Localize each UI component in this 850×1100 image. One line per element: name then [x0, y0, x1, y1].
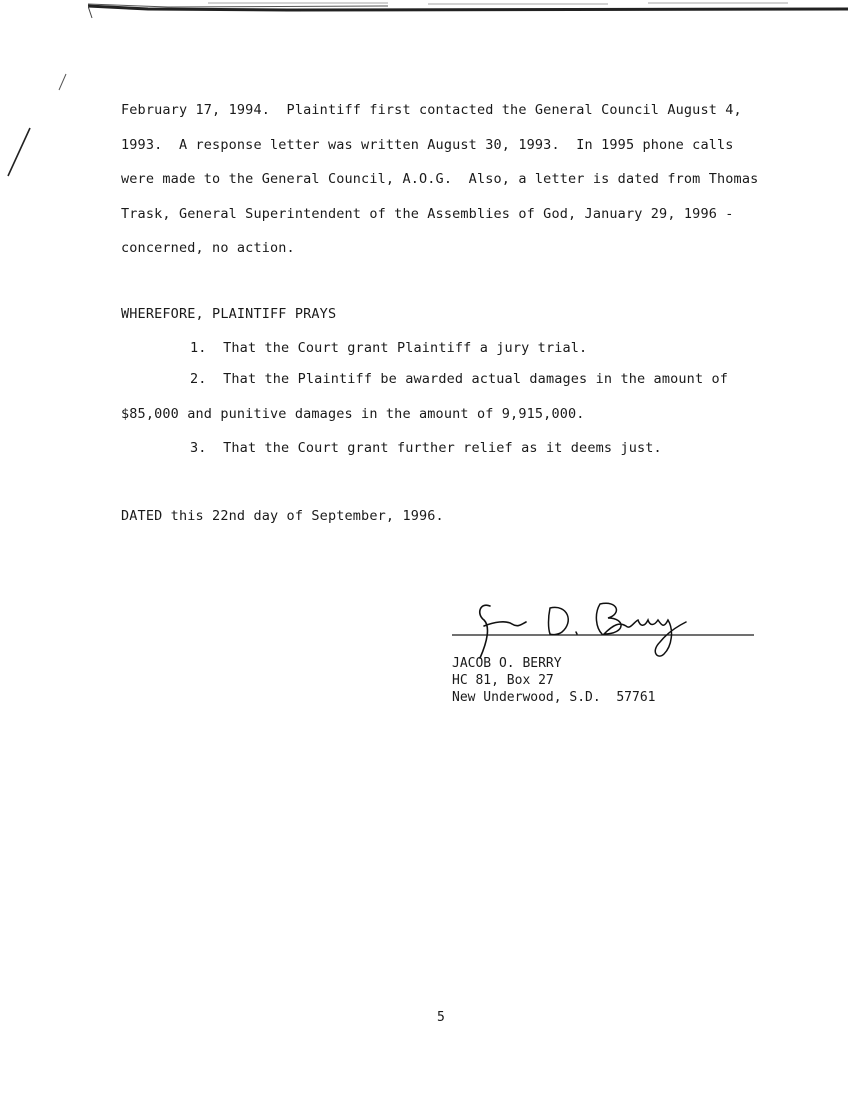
paragraph-line-2: 1993. A response letter was written August 30, 1993. In 1995 phone calls: [121, 137, 734, 153]
prayer-item-1: 1. That the Court grant Plaintiff a jury trial.: [190, 340, 588, 356]
paragraph-line-3: were made to the General Council, A.O.G. Also, a letter is dated from Thomas: [121, 171, 759, 187]
signer-address-line2: New Underwood, S.D. 57761: [452, 690, 656, 705]
dated-line: DATED this 22nd day of September, 1996.: [121, 508, 444, 524]
scan-edge-artifact: [88, 0, 848, 20]
margin-mark-large: [4, 124, 34, 180]
paragraph-line-5: concerned, no action.: [121, 240, 295, 256]
handwritten-signature: [450, 596, 760, 660]
margin-mark-small: [56, 72, 68, 92]
prayer-item-3: 3. That the Court grant further relief as it deems just.: [190, 440, 662, 456]
paragraph-line-1: February 17, 1994. Plaintiff first contacted the General Council August 4,: [121, 102, 742, 118]
signer-address-line1: HC 81, Box 27: [452, 673, 554, 688]
page-number: 5: [437, 1010, 445, 1025]
paragraph-line-4: Trask, General Superintendent of the Assemblies of God, January 29, 1996 -: [121, 206, 734, 222]
signer-name: JACOB O. BERRY: [452, 656, 562, 671]
prayer-item-2-continuation: $85,000 and punitive damages in the amount of 9,915,000.: [121, 406, 585, 422]
prayer-heading: WHEREFORE, PLAINTIFF PRAYS: [121, 306, 337, 322]
prayer-item-2: 2. That the Plaintiff be awarded actual damages in the amount of: [190, 371, 729, 387]
